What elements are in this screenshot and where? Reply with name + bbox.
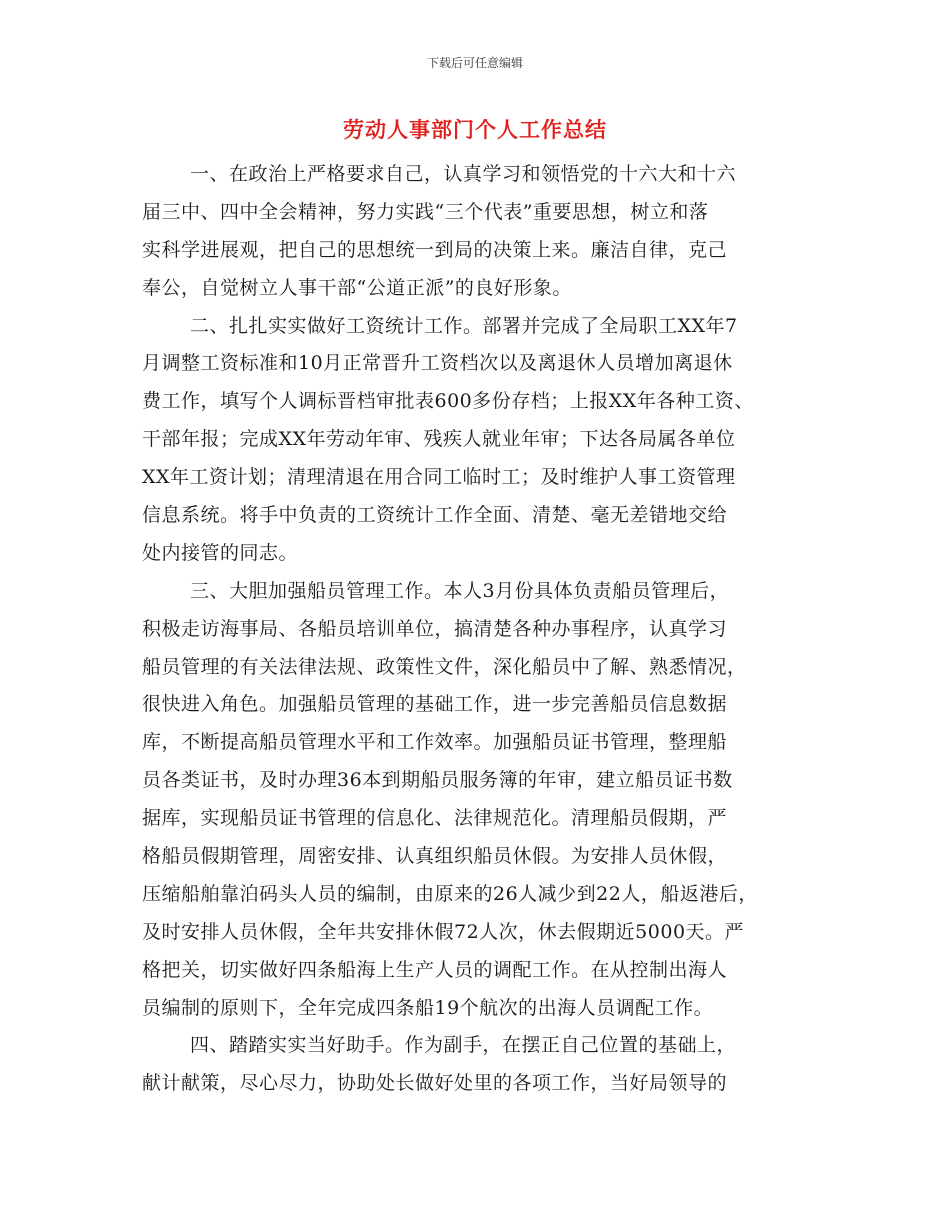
text-line: 干部年报；完成XX年劳动年审、残疾人就业年审；下达各局属各单位 — [142, 428, 736, 451]
text-line: 四、踏踏实实当好助手。作为副手，在摆正自己位置的基础上， — [190, 1034, 737, 1057]
text-line: 月调整工资标准和10月正常晋升工资档次以及离退休人员增加离退休 — [142, 352, 733, 375]
text-line: 届三中、四中全会精神，努力实践“三个代表”重要思想，树立和落 — [142, 200, 709, 223]
text-line: 献计献策，尽心尽力，协助处长做好处里的各项工作，当好局领导的 — [142, 1072, 728, 1095]
paragraph-2 — [142, 308, 832, 573]
text-line: 奉公，自觉树立人事干部“公道正派”的良好形象。 — [142, 276, 572, 299]
text-line: 员编制的原则下，全年完成四条船19个航次的出海人员调配工作。 — [142, 996, 714, 1019]
text-line: 实科学进展观，把自己的思想统一到局的决策上来。廉洁自律，克己 — [142, 238, 728, 261]
document-title: 劳动人事部门个人工作总结 — [343, 117, 607, 142]
page-header: 下载后可任意编辑 — [426, 56, 523, 70]
paragraph-1 — [142, 156, 832, 308]
document-body — [142, 156, 832, 1103]
text-line: 格把关，切实做好四条船海上生产人员的调配工作。在从控制出海人 — [142, 958, 728, 981]
text-line: 格船员假期管理，周密安排、认真组织船员休假。为安排人员休假， — [142, 845, 728, 868]
text-line: 船员管理的有关法律法规、政策性文件，深化船员中了解、熟悉情况， — [142, 655, 747, 678]
text-line: 处内接管的同志。 — [142, 541, 299, 564]
text-line: 员各类证书，及时办理36本到期船员服务簿的年审，建立船员证书数 — [142, 769, 733, 792]
text-line: 及时安排人员休假，全年共安排休假72人次，休去假期近5000天。严 — [142, 920, 745, 943]
paragraph-3 — [142, 573, 832, 1028]
text-line: 据库，实现船员证书管理的信息化、法律规范化。清理船员假期，严 — [142, 807, 728, 830]
paragraph-4 — [142, 1027, 832, 1103]
text-line: 库，不断提高船员管理水平和工作效率。加强船员证书管理，整理船 — [142, 731, 728, 754]
text-line: 三、大胆加强船员管理工作。本人3月份具体负责船员管理后， — [190, 579, 730, 602]
text-line: 积极走访海事局、各船员培训单位，搞清楚各种办事程序，认真学习 — [142, 617, 728, 640]
text-line: 费工作，填写个人调标晋档审批表600多份存档；上报XX年各种工资、 — [142, 390, 754, 413]
text-line: 信息系统。将手中负责的工资统计工作全面、清楚、毫无差错地交给 — [142, 504, 728, 527]
text-line: 压缩船舶靠泊码头人员的编制，由原来的26人减少到22人，船返港后， — [142, 882, 758, 905]
text-line: XX年工资计划；清理清退在用合同工临时工；及时维护人事工资管理 — [142, 466, 736, 489]
text-line: 很快进入角色。加强船员管理的基础工作，进一步完善船员信息数据 — [142, 693, 728, 716]
text-line: 一、在政治上严格要求自己，认真学习和领悟党的十六大和十六 — [190, 163, 737, 185]
text-line: 二、扎扎实实做好工资统计工作。部署并完成了全局职工XX年7 — [190, 314, 738, 337]
